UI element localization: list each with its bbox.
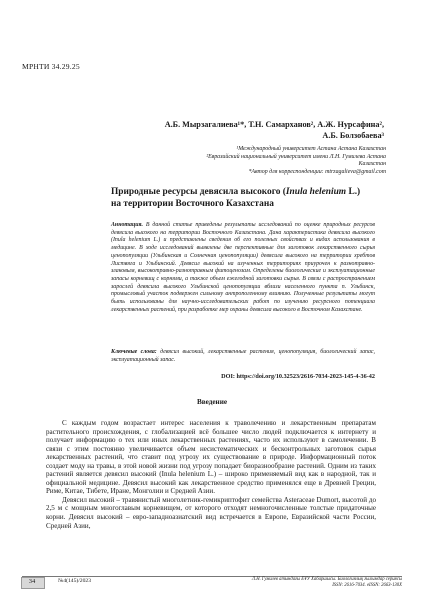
title-line-1	[111, 186, 361, 198]
keywords-label: Ключевые слова:	[111, 349, 157, 355]
title-main: Природные ресурсы девясила высокого (	[111, 187, 286, 197]
keywords-text: девясил высокий, лекарственные растения, ценопопуляция, биологический запас, эксплуатационный запас.	[111, 349, 375, 363]
body-paragraph-1: С каждым годом возрастает интерес населения к траволечению и лекарственным препаратам растительного происхождения, с глобализацией всё большее число людей подключается к интернету и получает информацию о тех или иных лекарственных растениях, часто их используют в самолечении. В связи с этим постоянно увеличивается объем несистематических и бесконтрольных заготовок сырья лекарственных растений, что ставит под угрозу их существование в природе. Информационный поток создает моду на травы, в этой новой жизни под угрозу попадает биоразнообразие растений. Одним из таких растений является девясил высокий (Inula helenium L.) – широко применяемый вид как в народной, так и официальной медицине. Девясил высокий как лекарственное средство применялся еще в Древней Греции, Риме, Китае, Тибете, Иране, Монголии и Средней Азии.	[46, 419, 376, 496]
affiliations	[200, 146, 386, 176]
body-text	[46, 419, 376, 530]
abstract-label: Аннотация.	[111, 222, 144, 228]
keywords	[111, 349, 375, 364]
abstract-text: В данной статье приведены результаты исследований по оценке природных ресурсов девясила высокого на территории Восточного Казахстана. Дана характеристика девясила высокого (Inula helenium L.) и представлены сведения об его полезных свойствах и видах использования в медицине. В ходе исследований выявлены две перспективные для заготовок лекарственного сырья ценопопуляции (Ульбинская и Солнечная ценопопуляции) девясила высокого на территории хребтов Листвяга и Ульбинский. Девясил высокий на изученных территориях приурочен к разнотравно-злаковым, высокотравно-разнотравным фитоценозам. Определены биологические и эксплуатационные запасы корневищ с корнями, а также объем ежегодной заготовки сырья. В связи с распространением зарослей девясила высокого Ульбинской ценопопуляции вблизи населенного пункта п. Ульбинск, промысловый участок подвержен сильному антропогенному влиянию. Полученные результаты могут быть использованы для научно-исследовательских работ по изучению ресурсного потенциала лекарственных растений, при разработке мер охраны девясила высокого в Восточном Казахстане.	[111, 222, 375, 313]
body-paragraph-2: Девясил высокий – травянистый многолетник-гемикриптофит семейства Asteraceae Dumort, высотой до 2,5 м с мощным многоглавым корневищем, от которого отходят немногочисленные толстые придаточные корни. Девясил высокий – евро-западноазиатский вид встречается в Европе, Евразийской части России, Средней Азии,	[46, 495, 376, 530]
doi-link[interactable]: DOI: https://doi.org/10.32523/2616-7034-2023-145-4-36-42	[221, 373, 375, 380]
journal-issn: ISSN: 2616-7034. eISSN: 2663-130X	[332, 583, 402, 588]
authors-line-1: А.Б. Мырзагалиева¹*, Т.Н. Самарханов², А.Ж. Нурсафина²,	[164, 120, 384, 129]
udk-code: МРНТИ 34.29.25	[22, 62, 80, 71]
authors-block	[148, 119, 384, 141]
affiliation-2: ²Евразийский национальный университет имени Л.Н. Гумилева Астана Казахстан	[206, 153, 386, 168]
authors-line-2: А.Б. Болзобаева³	[322, 131, 384, 140]
corresponding-author: *Автор для корреспонденции: mtrzagalieva@gmail.com	[248, 168, 386, 175]
journal-info	[228, 577, 402, 589]
title-suffix: L.)	[346, 187, 361, 197]
page-number: 34	[28, 578, 36, 585]
journal-name: Л.Н. Гумилев атындағы ЕҰУ Хабаршысы. Биологиялық ғылымдар сериясы	[251, 577, 402, 582]
title-line-2: на территории Восточного Казахстана	[111, 199, 274, 209]
abstract	[111, 222, 375, 314]
affiliation-1: ¹Международный университет Астана Астана Казахстан	[236, 146, 386, 152]
section-heading-introduction: Введение	[196, 398, 228, 406]
issue-number: №4(145)/2023	[58, 578, 91, 584]
title-latin-name: Inula helenium	[285, 187, 347, 197]
article-title	[111, 186, 361, 210]
